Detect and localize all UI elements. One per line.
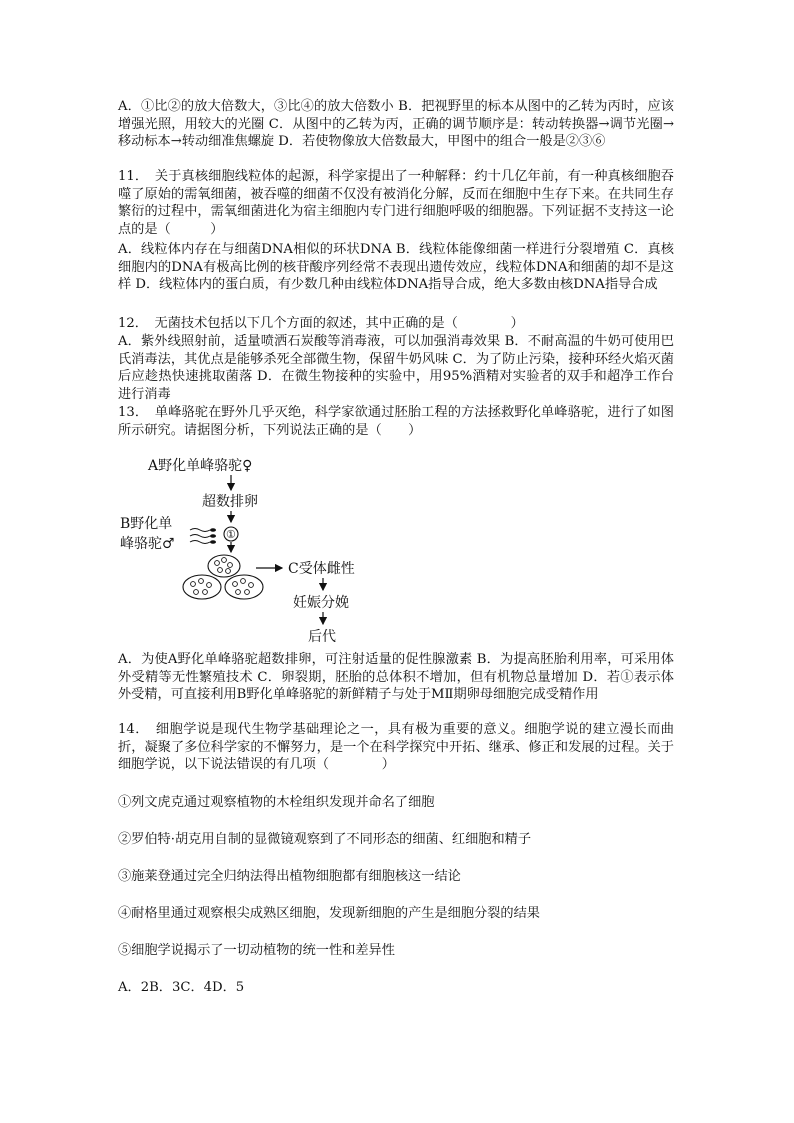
embryo-icon: [208, 555, 240, 577]
sperm-icon: [190, 528, 216, 544]
q14-statement: ①列文虎克通过观察植物的木栓组织发现并命名了细胞: [118, 795, 435, 810]
q14-stem: 14． 细胞学说是现代生物学基础理论之一，具有极为重要的意义。细胞学说的建立漫长而曲折，凝聚了多位科学家的不懈努力，是一个在科学探究中开拓、继承、修正和发展的过程。关于细胞学说，以下说法错误的有几项（ ）: [118, 722, 674, 773]
q12-options: A．紫外线照射前，适量喷洒石炭酸等消毒液，可以加强消毒效果 B．不耐高温的牛奶可使用巴氏消毒法，其优点是能够杀死全部微生物，保留牛奶风味 C．为了防止污染，接种环经火焰灭菌后应趁热快速挑取菌落 D．在微生物接种的实验中，用95%酒精对实验者的双手和超净工作台进行消毒: [118, 334, 674, 402]
diagram-b-label-line1: B野化单: [120, 516, 173, 532]
embryo-icon: [183, 575, 221, 599]
diagram-recipient-label: C受体雌性: [288, 561, 355, 577]
q11-stem: 11． 关于真核细胞线粒体的起源，科学家提出了一种解释：约十几亿年前，有一种真核细胞吞噬了原始的需氧细菌，被吞噬的细菌不仅没有被消化分解，反而在细胞中生存下来。在共同生存繁衍的过程中，需氧细菌进化为宿主细胞内专门进行细胞呼吸的细胞器。下列证据不支持这一论点的是（ ）: [118, 169, 674, 237]
embryo-icon: [225, 575, 263, 599]
q13-stem: 13． 单峰骆驼在野外几乎灭绝，科学家欲通过胚胎工程的方法拯救野化单峰骆驼，进行了如图所示研究。请据图分析，下列说法正确的是（ ）: [118, 405, 674, 438]
q14-options: A．2B．3C．4D．5: [118, 980, 245, 995]
q14-statement: ⑤细胞学说揭示了一切动植物的统一性和差异性: [118, 943, 395, 958]
diagram-offspring-label: 后代: [308, 629, 336, 645]
q14-statement: ④耐格里通过观察根尖成熟区细胞，发现新细胞的产生是细胞分裂的结果: [118, 906, 540, 921]
diagram-a-label: A野化单峰骆驼♀: [148, 458, 253, 474]
q13-options: A．为使A野化单峰骆驼超数排卵，可注射适量的促性腺激素 B．为提高胚胎利用率，可采用体外受精等无性繁殖技术 C．卵裂期，胚胎的总体积不增加，但有机物总量增加 D．若①表示体外受精，可直接利用B野化单峰骆驼的新鲜精子与处于MⅡ期卵母细胞完成受精作用: [118, 652, 674, 703]
q12-stem: 12． 无菌技术包括以下几个方面的叙述，其中正确的是（ ）: [118, 316, 524, 331]
embryo-engineering-diagram: [118, 454, 378, 650]
q14-statement: ②罗伯特·胡克用自制的显微镜观察到了不同形态的细菌、红细胞和精子: [118, 832, 532, 847]
diagram-step-marker: ①: [226, 528, 236, 541]
diagram-b-label-line2: 峰骆驼♂: [120, 536, 175, 552]
q10-options: A．①比②的放大倍数大，③比④的放大倍数小 B．把视野里的标本从图中的乙转为丙时，应该增强光照，用较大的光圈 C．从图中的乙转为丙，正确的调节顺序是：转动转换器→调节光圈→移动标本→转动细准焦螺旋 D．若使物像放大倍数最大，甲图中的组合一般是②③⑥: [118, 99, 674, 150]
q11-options: A．线粒体内存在与细菌DNA相似的环状DNA B．线粒体能像细菌一样进行分裂增殖 C．真核细胞内的DNA有极高比例的核苷酸序列经常不表现出遗传效应，线粒体DNA和细菌的却不是这样 D．线粒体内的蛋白质，有少数几种由线粒体DNA指导合成，绝大多数由核DNA指导合成: [118, 242, 674, 293]
diagram-superovulation: 超数排卵: [202, 494, 258, 510]
diagram-pregnancy-label: 妊娠分娩: [293, 595, 349, 611]
q14-statement: ③施莱登通过完全归纳法得出植物细胞都有细胞核这一结论: [118, 869, 461, 884]
